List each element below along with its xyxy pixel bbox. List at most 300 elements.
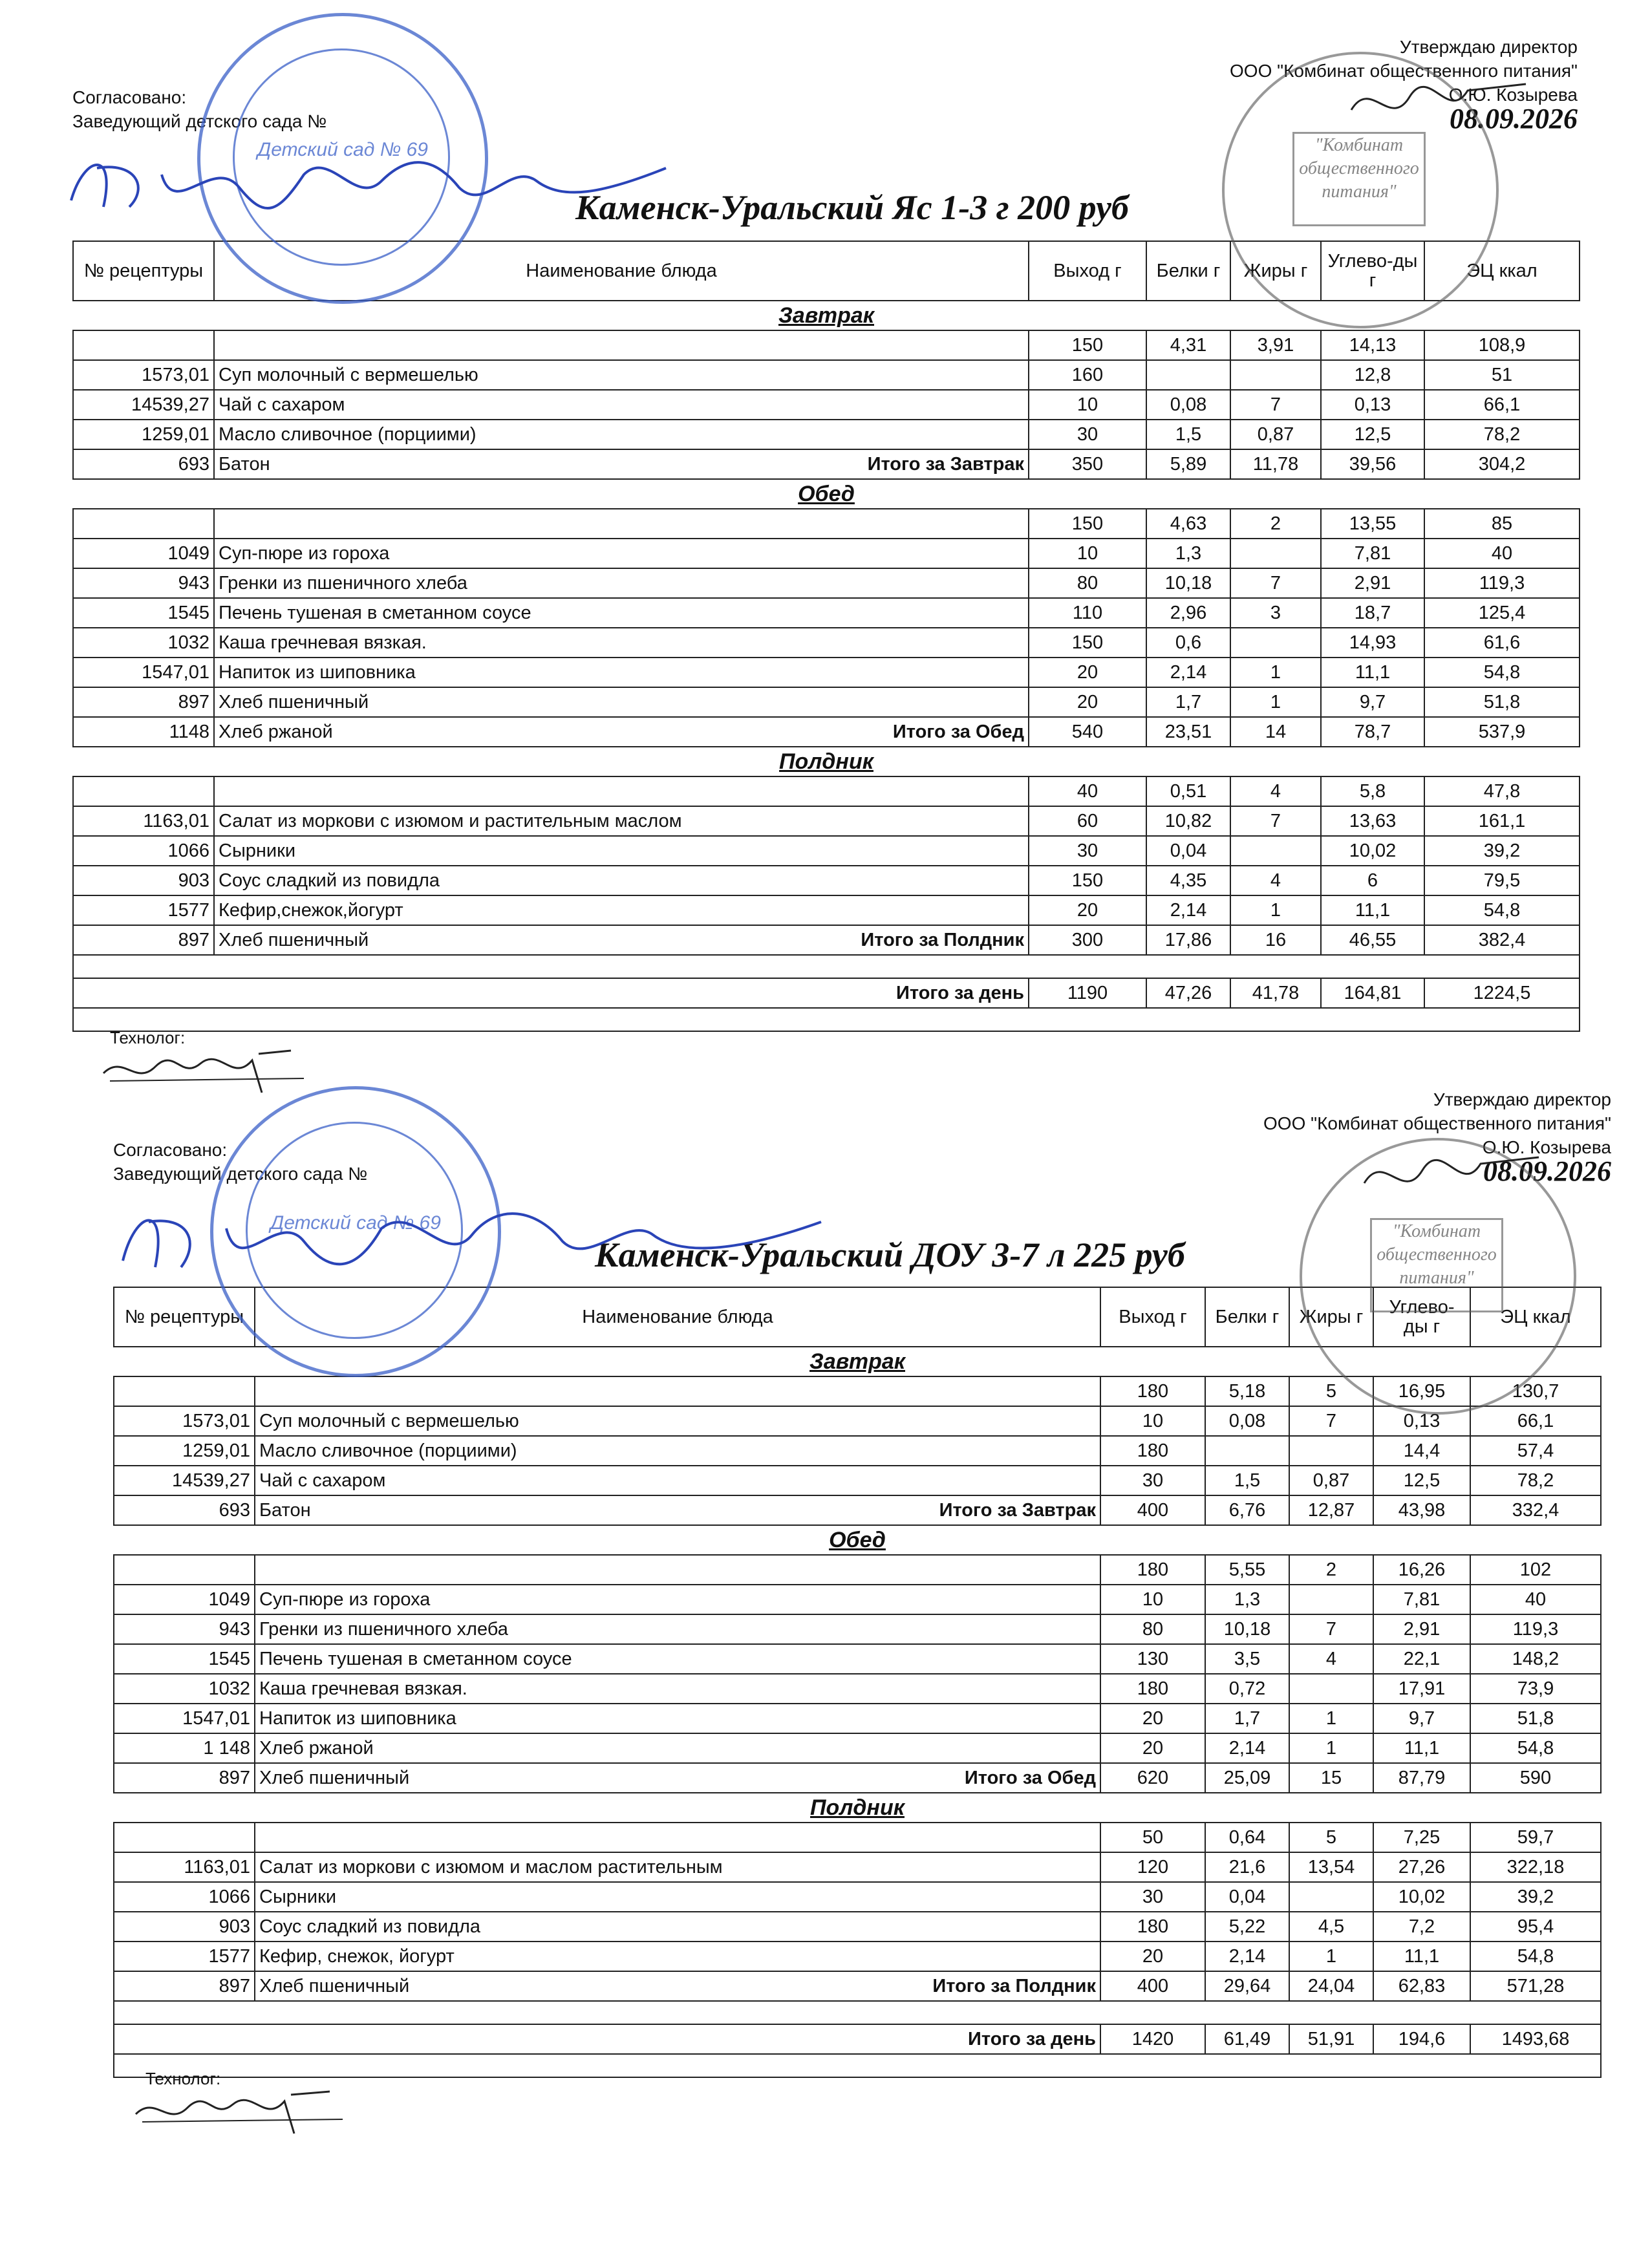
dish-name: Масло сливочное (порциими) (255, 1436, 1100, 1466)
table-row (73, 806, 1580, 836)
dish-name: Гренки из пшеничного хлеба (214, 568, 1029, 598)
dish-name: Хлеб пшеничный (214, 687, 1029, 717)
table-row (73, 568, 1580, 598)
total-fat: 24,04 (1289, 1971, 1373, 2001)
table-row (73, 836, 1580, 866)
table-row (114, 1882, 1601, 1912)
spacer-cell (73, 955, 1580, 978)
total-carbs: 87,79 (1373, 1763, 1470, 1793)
total-energy: 571,28 (1470, 1971, 1601, 2001)
kindergarten-head-label: Заведующий детского сада № (113, 1164, 368, 1184)
table-row (114, 1674, 1601, 1704)
protein-value: 1,3 (1146, 539, 1230, 568)
carbs-value: 16,95 (1373, 1376, 1470, 1406)
col-recipe-no: № рецептуры (114, 1287, 255, 1347)
spacer-cell (73, 1008, 1580, 1031)
protein-value: 2,14 (1205, 1942, 1289, 1971)
recipe-number: 1049 (114, 1585, 255, 1614)
protein-value: 0,04 (1146, 836, 1230, 866)
col-fat: Жиры г (1230, 241, 1321, 301)
recipe-number: 1577 (73, 895, 214, 925)
fat-value: 3 (1230, 598, 1321, 628)
protein-value: 0,51 (1146, 776, 1230, 806)
yield-value: 10 (1029, 539, 1146, 568)
head-signature (58, 129, 679, 233)
recipe-number: 1547,01 (73, 658, 214, 687)
energy-value: 85 (1424, 509, 1580, 539)
energy-value: 322,18 (1470, 1852, 1601, 1882)
recipe-number: 1066 (114, 1882, 255, 1912)
carbs-value: 11,1 (1321, 658, 1424, 687)
section-total-row (114, 1971, 1601, 2001)
energy-value: 47,8 (1424, 776, 1580, 806)
total-energy: 537,9 (1424, 717, 1580, 747)
fat-value (1230, 628, 1321, 658)
total-energy: 304,2 (1424, 449, 1580, 479)
dish-name: Хлеб пшеничный (259, 1767, 410, 1788)
technologist-signature (129, 2082, 362, 2140)
col-protein: Белки г (1205, 1287, 1289, 1347)
day-total-energy: 1493,68 (1470, 2024, 1601, 2054)
recipe-number: 897 (114, 1763, 255, 1793)
table-row (73, 628, 1580, 658)
table-row (114, 1466, 1601, 1495)
day-total-energy: 1224,5 (1424, 978, 1580, 1008)
energy-value: 40 (1470, 1585, 1601, 1614)
yield-value: 30 (1029, 836, 1146, 866)
dish-name: Суп-пюре из гороха (255, 1585, 1100, 1614)
yield-value: 20 (1100, 1704, 1205, 1733)
table-row (73, 539, 1580, 568)
carbs-value: 13,55 (1321, 509, 1424, 539)
company-stamp-box: "Комбинат общественного питания" (1292, 132, 1426, 226)
energy-value: 39,2 (1424, 836, 1580, 866)
protein-value: 1,3 (1205, 1585, 1289, 1614)
yield-value: 150 (1029, 866, 1146, 895)
yield-value: 80 (1029, 568, 1146, 598)
dish-name: Печень тушеная в сметанном соусе (214, 598, 1029, 628)
spacer-cell (114, 2001, 1601, 2024)
protein-value: 0,04 (1205, 1882, 1289, 1912)
carbs-value: 11,1 (1373, 1733, 1470, 1763)
day-total-protein: 61,49 (1205, 2024, 1289, 2054)
total-protein: 6,76 (1205, 1495, 1289, 1525)
energy-value: 51 (1424, 360, 1580, 390)
table-row (73, 658, 1580, 687)
dish-name-with-total (214, 449, 1029, 479)
yield-value: 30 (1100, 1882, 1205, 1912)
recipe-number: 1573,01 (73, 360, 214, 390)
protein-value: 4,35 (1146, 866, 1230, 895)
yield-value: 20 (1029, 658, 1146, 687)
company-name: ООО "Комбинат общественного питания" (1230, 61, 1578, 81)
total-fat: 16 (1230, 925, 1321, 955)
total-yield: 400 (1100, 1971, 1205, 2001)
spacer-cell (114, 2054, 1601, 2077)
fat-value (1230, 539, 1321, 568)
section-total-label: Итого за Полдник (932, 1975, 1096, 1996)
dish-name: Чай с сахаром (214, 390, 1029, 420)
dish-name: Суп молочный с вермешелью (255, 1406, 1100, 1436)
table-row (114, 1704, 1601, 1733)
fat-value: 0,87 (1230, 420, 1321, 449)
recipe-number: 1259,01 (73, 420, 214, 449)
protein-value: 10,82 (1146, 806, 1230, 836)
yield-value: 60 (1029, 806, 1146, 836)
energy-value: 61,6 (1424, 628, 1580, 658)
day-total-fat: 51,91 (1289, 2024, 1373, 2054)
energy-value: 66,1 (1470, 1406, 1601, 1436)
carbs-value: 13,63 (1321, 806, 1424, 836)
technologist-label: Технолог: (145, 2069, 221, 2088)
section-total-row (114, 1495, 1601, 1525)
energy-value: 161,1 (1424, 806, 1580, 836)
carbs-value: 6 (1321, 866, 1424, 895)
recipe-number: 1259,01 (114, 1436, 255, 1466)
recipe-number: 1547,01 (114, 1704, 255, 1733)
table-row (114, 1912, 1601, 1942)
recipe-number: 943 (114, 1614, 255, 1644)
menu-title: Каменск-Уральский Яс 1-3 г 200 руб (575, 188, 1129, 227)
approve-title: Утверждаю директор (1399, 37, 1578, 57)
director-name: О.Ю. Козырева (1482, 1137, 1611, 1157)
menu-body (73, 301, 1580, 1031)
energy-value: 54,8 (1470, 1733, 1601, 1763)
yield-value: 150 (1029, 330, 1146, 360)
carbs-value: 14,4 (1373, 1436, 1470, 1466)
col-carbs: Углево-ды г (1373, 1287, 1470, 1347)
carbs-value: 7,2 (1373, 1912, 1470, 1942)
dish-name: Печень тушеная в сметанном соусе (255, 1644, 1100, 1674)
fat-value (1289, 1436, 1373, 1466)
dish-name: Кефир, снежок, йогурт (255, 1942, 1100, 1971)
yield-value: 160 (1029, 360, 1146, 390)
recipe-number: 1163,01 (114, 1852, 255, 1882)
recipe-number: 903 (114, 1912, 255, 1942)
company-stamp-box: "Комбинат общественного питания" (1370, 1218, 1503, 1312)
total-yield: 400 (1100, 1495, 1205, 1525)
fat-value: 13,54 (1289, 1852, 1373, 1882)
yield-value: 40 (1029, 776, 1146, 806)
protein-value: 21,6 (1205, 1852, 1289, 1882)
day-total-carbs: 194,6 (1373, 2024, 1470, 2054)
protein-value (1146, 360, 1230, 390)
carbs-value: 17,91 (1373, 1674, 1470, 1704)
dish-name: Хлеб пшеничный (219, 929, 369, 950)
energy-value: 125,4 (1424, 598, 1580, 628)
day-total-label: Итого за день (73, 978, 1029, 1008)
fat-value (1289, 1585, 1373, 1614)
carbs-value: 0,13 (1373, 1406, 1470, 1436)
total-yield: 620 (1100, 1763, 1205, 1793)
dish-name-with-total (255, 1495, 1100, 1525)
recipe-number: 1032 (73, 628, 214, 658)
carbs-value: 7,81 (1373, 1585, 1470, 1614)
table-row (114, 1823, 1601, 1852)
energy-value: 59,7 (1470, 1823, 1601, 1852)
approve-title: Утверждаю директор (1433, 1089, 1611, 1109)
fat-value: 7 (1289, 1406, 1373, 1436)
total-energy: 332,4 (1470, 1495, 1601, 1525)
carbs-value: 2,91 (1321, 568, 1424, 598)
spacer-row (114, 2054, 1601, 2077)
dish-name: Напиток из шиповника (214, 658, 1029, 687)
total-yield: 350 (1029, 449, 1146, 479)
total-yield: 540 (1029, 717, 1146, 747)
table-row (114, 1406, 1601, 1436)
recipe-number (73, 509, 214, 539)
fat-value: 1 (1289, 1733, 1373, 1763)
day-total-yield: 1190 (1029, 978, 1146, 1008)
table-row (114, 1942, 1601, 1971)
energy-value: 102 (1470, 1555, 1601, 1585)
yield-value: 180 (1100, 1376, 1205, 1406)
carbs-value: 7,81 (1321, 539, 1424, 568)
fat-value: 4 (1289, 1644, 1373, 1674)
total-carbs: 62,83 (1373, 1971, 1470, 2001)
section-title: Полдник (73, 747, 1580, 776)
protein-value: 1,7 (1146, 687, 1230, 717)
section-total-row (73, 449, 1580, 479)
protein-value: 0,08 (1146, 390, 1230, 420)
carbs-value: 12,5 (1321, 420, 1424, 449)
fat-value: 7 (1230, 806, 1321, 836)
dish-name (255, 1555, 1100, 1585)
recipe-number: 903 (73, 866, 214, 895)
dish-name: Каша гречневая вязкая. (214, 628, 1029, 658)
yield-value: 10 (1029, 390, 1146, 420)
col-fat: Жиры г (1289, 1287, 1373, 1347)
yield-value: 20 (1100, 1733, 1205, 1763)
dish-name-with-total (214, 717, 1029, 747)
recipe-number: 1148 (73, 717, 214, 747)
yield-value: 20 (1029, 895, 1146, 925)
total-energy: 382,4 (1424, 925, 1580, 955)
dish-name: Батон (259, 1499, 311, 1521)
yield-value: 50 (1100, 1823, 1205, 1852)
day-total-protein: 47,26 (1146, 978, 1230, 1008)
table-row (73, 360, 1580, 390)
recipe-number: 14539,27 (73, 390, 214, 420)
carbs-value: 18,7 (1321, 598, 1424, 628)
carbs-value: 22,1 (1373, 1644, 1470, 1674)
total-energy: 590 (1470, 1763, 1601, 1793)
table-row (114, 1852, 1601, 1882)
fat-value: 1 (1289, 1704, 1373, 1733)
yield-value: 20 (1029, 687, 1146, 717)
yield-value: 20 (1100, 1942, 1205, 1971)
dish-name (255, 1823, 1100, 1852)
table-row (73, 598, 1580, 628)
recipe-number: 1577 (114, 1942, 255, 1971)
fat-value: 1 (1289, 1942, 1373, 1971)
yield-value: 180 (1100, 1555, 1205, 1585)
fat-value: 7 (1230, 568, 1321, 598)
section-total-label: Итого за Полдник (861, 929, 1024, 950)
fat-value (1289, 1882, 1373, 1912)
table-row (73, 509, 1580, 539)
protein-value: 2,96 (1146, 598, 1230, 628)
col-dish-name: Наименование блюда (214, 241, 1029, 301)
energy-value: 40 (1424, 539, 1580, 568)
menu-table (113, 1287, 1602, 2078)
protein-value: 0,72 (1205, 1674, 1289, 1704)
dish-name: Салат из моркови с изюмом и растительным маслом (214, 806, 1029, 836)
yield-value: 10 (1100, 1406, 1205, 1436)
energy-value: 57,4 (1470, 1436, 1601, 1466)
carbs-value: 14,93 (1321, 628, 1424, 658)
total-protein: 25,09 (1205, 1763, 1289, 1793)
energy-value: 119,3 (1424, 568, 1580, 598)
dish-name: Чай с сахаром (255, 1466, 1100, 1495)
col-yield: Выход г (1029, 241, 1146, 301)
carbs-value: 2,91 (1373, 1614, 1470, 1644)
total-yield: 300 (1029, 925, 1146, 955)
protein-value: 0,64 (1205, 1823, 1289, 1852)
fat-value (1289, 1674, 1373, 1704)
dish-name: Сырники (255, 1882, 1100, 1912)
section-header-row (73, 747, 1580, 776)
carbs-value: 10,02 (1321, 836, 1424, 866)
dish-name: Напиток из шиповника (255, 1704, 1100, 1733)
energy-value: 78,2 (1470, 1466, 1601, 1495)
total-protein: 29,64 (1205, 1971, 1289, 2001)
protein-value: 2,14 (1205, 1733, 1289, 1763)
protein-value: 5,22 (1205, 1912, 1289, 1942)
col-carbs: Углево-ды г (1321, 241, 1424, 301)
fat-value: 2 (1230, 509, 1321, 539)
fat-value: 1 (1230, 658, 1321, 687)
table-row (114, 1436, 1601, 1466)
recipe-number: 1163,01 (73, 806, 214, 836)
dish-name: Суп-пюре из гороха (214, 539, 1029, 568)
energy-value: 66,1 (1424, 390, 1580, 420)
protein-value: 3,5 (1205, 1644, 1289, 1674)
energy-value: 108,9 (1424, 330, 1580, 360)
fat-value: 7 (1230, 390, 1321, 420)
protein-value: 2,14 (1146, 658, 1230, 687)
recipe-number: 897 (73, 687, 214, 717)
recipe-number (114, 1823, 255, 1852)
recipe-number: 14539,27 (114, 1466, 255, 1495)
dish-name (214, 509, 1029, 539)
day-total-label: Итого за день (114, 2024, 1100, 2054)
energy-value: 51,8 (1470, 1704, 1601, 1733)
energy-value: 54,8 (1424, 895, 1580, 925)
recipe-number: 1545 (114, 1644, 255, 1674)
yield-value: 80 (1100, 1614, 1205, 1644)
yield-value: 180 (1100, 1436, 1205, 1466)
fat-value: 4 (1230, 776, 1321, 806)
table-row (73, 420, 1580, 449)
protein-value: 1,5 (1146, 420, 1230, 449)
dish-name-with-total (255, 1971, 1100, 2001)
section-title: Обед (73, 479, 1580, 509)
director-name: О.Ю. Козырева (1448, 85, 1578, 105)
recipe-number: 1545 (73, 598, 214, 628)
recipe-number: 897 (73, 925, 214, 955)
fat-value: 3,91 (1230, 330, 1321, 360)
carbs-value: 11,1 (1321, 895, 1424, 925)
table-row (73, 390, 1580, 420)
section-total-label: Итого за Обед (964, 1767, 1096, 1788)
fat-value (1230, 360, 1321, 390)
director-signature (1345, 71, 1539, 136)
spacer-row (114, 2001, 1601, 2024)
carbs-value: 14,13 (1321, 330, 1424, 360)
yield-value: 180 (1100, 1912, 1205, 1942)
yield-value: 180 (1100, 1674, 1205, 1704)
table-row (73, 330, 1580, 360)
carbs-value: 9,7 (1321, 687, 1424, 717)
recipe-number: 693 (114, 1495, 255, 1525)
energy-value: 119,3 (1470, 1614, 1601, 1644)
carbs-value: 27,26 (1373, 1852, 1470, 1882)
total-fat: 11,78 (1230, 449, 1321, 479)
yield-value: 150 (1029, 509, 1146, 539)
day-total-row (114, 2024, 1601, 2054)
carbs-value: 9,7 (1373, 1704, 1470, 1733)
section-header-row (114, 1793, 1601, 1823)
energy-value: 51,8 (1424, 687, 1580, 717)
spacer-row (73, 1008, 1580, 1031)
protein-value: 10,18 (1205, 1614, 1289, 1644)
energy-value: 78,2 (1424, 420, 1580, 449)
total-protein: 23,51 (1146, 717, 1230, 747)
day-total-yield: 1420 (1100, 2024, 1205, 2054)
energy-value: 148,2 (1470, 1644, 1601, 1674)
dish-name: Каша гречневая вязкая. (255, 1674, 1100, 1704)
carbs-value: 5,8 (1321, 776, 1424, 806)
total-fat: 14 (1230, 717, 1321, 747)
menu-body (114, 1347, 1601, 2077)
yield-value: 130 (1100, 1644, 1205, 1674)
total-carbs: 78,7 (1321, 717, 1424, 747)
section-total-label: Итого за Обед (892, 721, 1024, 742)
yield-value: 10 (1100, 1585, 1205, 1614)
section-header-row (114, 1525, 1601, 1555)
section-header-row (73, 479, 1580, 509)
yield-value: 30 (1029, 420, 1146, 449)
recipe-number: 943 (73, 568, 214, 598)
spacer-row (73, 955, 1580, 978)
protein-value: 1,5 (1205, 1466, 1289, 1495)
dish-name: Суп молочный с вермешелью (214, 360, 1029, 390)
protein-value: 4,63 (1146, 509, 1230, 539)
dish-name: Соус сладкий из повидла (214, 866, 1029, 895)
total-protein: 5,89 (1146, 449, 1230, 479)
energy-value: 95,4 (1470, 1912, 1601, 1942)
table-row (73, 895, 1580, 925)
protein-value (1205, 1436, 1289, 1466)
recipe-number: 1049 (73, 539, 214, 568)
total-protein: 17,86 (1146, 925, 1230, 955)
recipe-number (114, 1376, 255, 1406)
section-total-label: Итого за Завтрак (939, 1499, 1096, 1521)
dish-name: Салат из моркови с изюмом и маслом растительным (255, 1852, 1100, 1882)
dish-name: Гренки из пшеничного хлеба (255, 1614, 1100, 1644)
table-row (73, 866, 1580, 895)
col-recipe-no: № рецептуры (73, 241, 214, 301)
dish-name: Хлеб ржаной (255, 1733, 1100, 1763)
energy-value: 54,8 (1470, 1942, 1601, 1971)
head-signature (110, 1183, 834, 1293)
protein-value: 2,14 (1146, 895, 1230, 925)
recipe-number: 1 148 (114, 1733, 255, 1763)
dish-name: Масло сливочное (порциими) (214, 420, 1029, 449)
section-title: Завтрак (73, 301, 1580, 330)
fat-value: 7 (1289, 1614, 1373, 1644)
